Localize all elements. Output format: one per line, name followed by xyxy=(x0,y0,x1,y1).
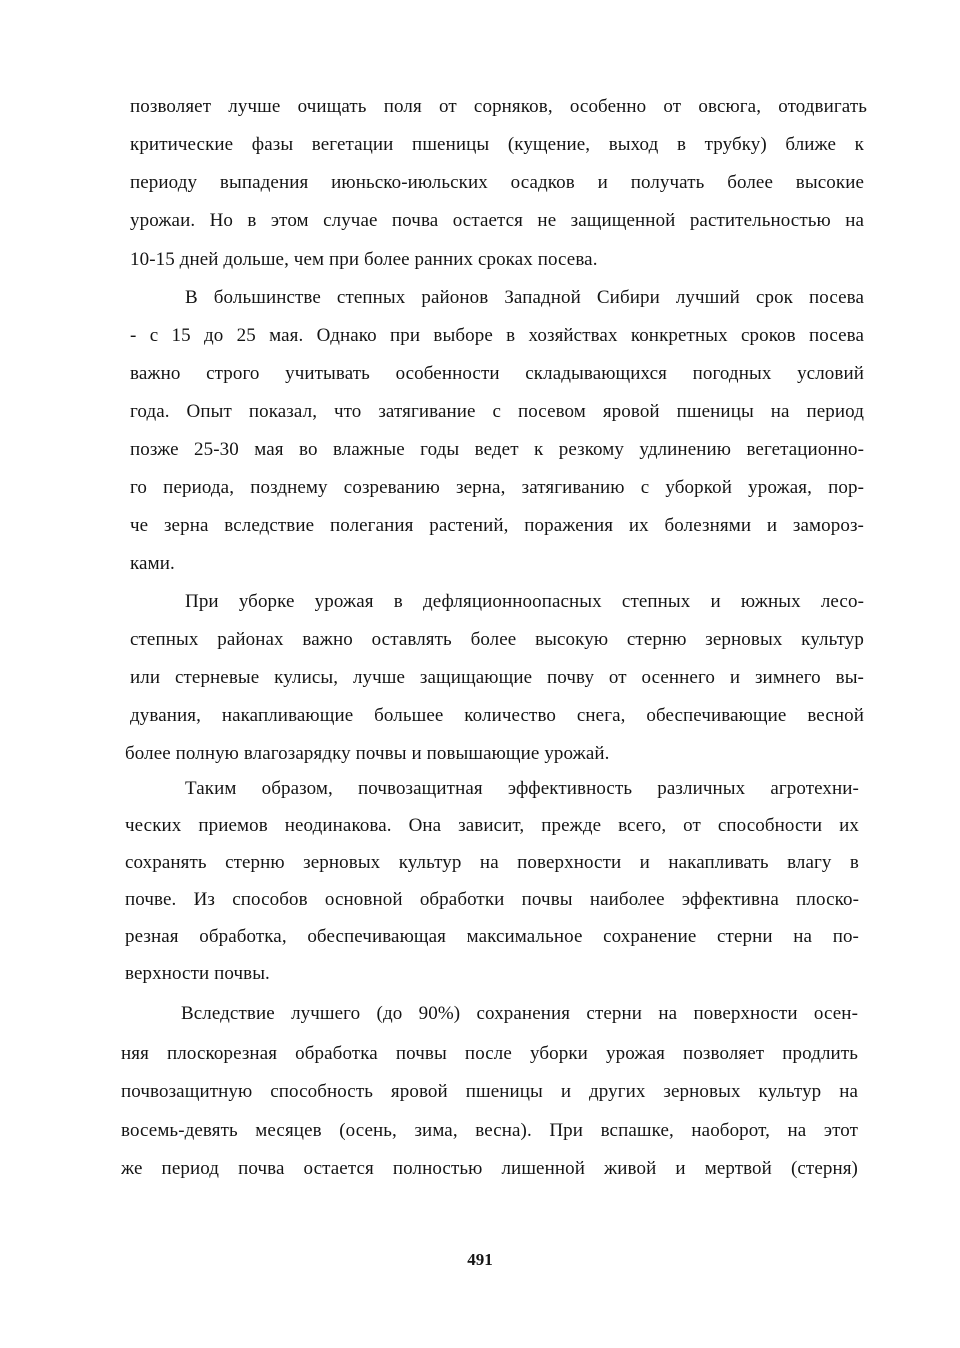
text-line: почвозащитную способность яровой пшеницы и других зерновых культур на xyxy=(121,1081,858,1102)
text-line: или стерневые кулисы, лучше защищающие почву от осеннего и зимнего вы- xyxy=(130,667,864,688)
text-line: - с 15 до 25 мая. Однако при выборе в хозяйствах конкретных сроков посева xyxy=(130,325,864,346)
text-line: урожаи. Но в этом случае почва остается не защищенной растительностью на xyxy=(130,210,864,231)
text-line: дувания, накапливающие большее количество снега, обеспечивающие весной xyxy=(130,705,864,726)
text-line: ческих приемов неодинакова. Она зависит, прежде всего, от способности их xyxy=(125,815,859,836)
text-line: периоду выпадения июньско-июльских осадков и получать более высокие xyxy=(130,172,864,193)
text-line: сохранять стерню зерновых культур на поверхности и накапливать влагу в xyxy=(125,852,859,873)
text-line: степных районах важно оставлять более высокую стерню зерновых культур xyxy=(130,629,864,650)
text-line: восемь-девять месяцев (осень, зима, весна). При вспашке, наоборот, на этот xyxy=(121,1120,858,1141)
page-number: 491 xyxy=(467,1250,493,1269)
text-line: позволяет лучше очищать поля от сорняков, особенно от овсюга, отодвигать xyxy=(130,96,867,117)
text-line: Таким образом, почвозащитная эффективность различных агротехни- xyxy=(185,778,859,799)
text-line: резная обработка, обеспечивающая максимальное сохранение стерни на по- xyxy=(125,926,859,947)
text-line: го периода, позднему созреванию зерна, затягиванию с уборкой урожая, пор- xyxy=(130,477,864,498)
text-line: Вследствие лучшего (до 90%) сохранения стерни на поверхности осен- xyxy=(181,1003,858,1024)
text-line: верхности почвы. xyxy=(125,963,270,984)
text-line: че зерна вследствие полегания растений, поражения их болезнями и замороз- xyxy=(130,515,864,536)
text-line: 10-15 дней дольше, чем при более ранних сроках посева. xyxy=(130,249,598,270)
text-line: ками. xyxy=(130,553,175,574)
text-line: более полную влагозарядку почвы и повышающие урожай. xyxy=(125,743,610,764)
text-line: В большинстве степных районов Западной Сибири лучший срок посева xyxy=(185,287,864,308)
text-line: года. Опыт показал, что затягивание с посевом яровой пшеницы на период xyxy=(130,401,864,422)
text-line: позже 25-30 мая во влажные годы ведет к резкому удлинению вегетационно- xyxy=(130,439,864,460)
text-line: важно строго учитывать особенности складывающихся погодных условий xyxy=(130,363,864,384)
text-line: няя плоскорезная обработка почвы после уборки урожая позволяет продлить xyxy=(121,1043,858,1064)
text-line: критические фазы вегетации пшеницы (кущение, выход в трубку) ближе к xyxy=(130,134,864,155)
text-line: При уборке урожая в дефляционноопасных степных и южных лесо- xyxy=(185,591,864,612)
text-line: же период почва остается полностью лишенной живой и мертвой (стерня) xyxy=(121,1158,858,1179)
text-line: почве. Из способов основной обработки почвы наиболее эффективна плоско- xyxy=(125,889,859,910)
